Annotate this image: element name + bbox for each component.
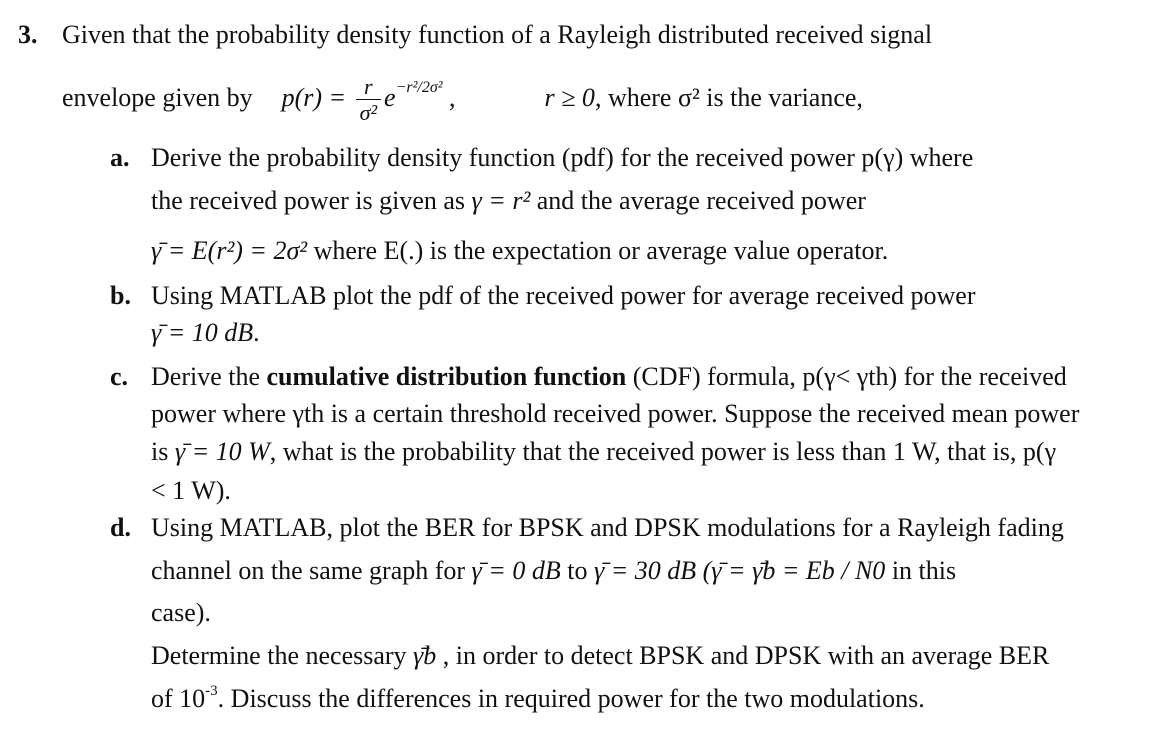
part-a-label: a.: [110, 143, 130, 172]
part-c-line2: power where γth is a certain threshold received power. Suppose the received mean power: [151, 399, 1080, 428]
part-c-line3: [151, 437, 1056, 467]
part-d-line2-prefix: channel on the same graph for: [151, 556, 466, 585]
part-a-line1: Derive the probability density function (pdf) for the received power p(γ) where: [151, 143, 974, 172]
part-d-line2: [151, 556, 956, 586]
pdf-exponential: e: [384, 83, 396, 112]
part-c-line1-prefix: Derive the: [151, 362, 261, 391]
part-c-cdf-term: cumulative distribution function: [266, 362, 627, 391]
part-d-line4-prefix: Determine the necessary: [151, 641, 407, 670]
pdf-numerator: r: [364, 73, 373, 99]
part-b-line1: Using MATLAB plot the pdf of the received power for average received power: [151, 281, 976, 310]
part-a-line2-prefix: the received power is given as: [151, 186, 466, 215]
part-a-line3-suffix: where E(.) is the expectation or average value operator.: [313, 236, 889, 265]
pdf-fraction: [356, 75, 381, 126]
part-a-line2-suffix: and the average received power: [536, 186, 866, 215]
part-d-to: to: [567, 556, 588, 585]
part-c-line3-suffix: , what is the probability that the received power is less than 1 W, that is, p(γ: [269, 437, 1057, 466]
part-d-line1: Using MATLAB, plot the BER for BPSK and DPSK modulations for a Rayleigh fading: [151, 513, 1064, 542]
part-d-line4-suffix: , in order to detect BPSK and DPSK with an average BER: [442, 641, 1050, 670]
part-a-line3: [151, 236, 888, 266]
part-d-range-start: γ̄ = 0 dB: [471, 556, 561, 585]
pdf-exponent: −r²/2σ²: [395, 79, 443, 96]
part-d-line5-prefix: of 10: [151, 684, 206, 713]
part-d-range-end: γ̄ = 30 dB (γ̄ = γ̄b = Eb / N0: [593, 556, 886, 585]
part-b-label: b.: [110, 281, 131, 310]
part-b-avg-power: γ̄ = 10 dB: [151, 318, 254, 347]
part-c-label: c.: [110, 362, 129, 391]
part-d-line4: [151, 641, 1049, 671]
part-d-line5-suffix: . Discuss the differences in required power for the two modulations.: [217, 684, 925, 713]
pdf-denominator: σ²: [356, 99, 381, 126]
part-a-avg-power: γ̄ = E(r²) = 2σ²: [151, 236, 308, 265]
pdf-condition: r ≥ 0: [544, 83, 595, 112]
part-d-line3: case).: [151, 598, 211, 627]
part-c-line1-suffix: (CDF) formula, p(γ< γth) for the received: [632, 362, 1067, 391]
question-intro-line2: [62, 66, 863, 130]
part-d-line5: [151, 684, 925, 714]
intro-suffix: , where σ² is the variance,: [594, 83, 863, 112]
question-number: 3.: [18, 20, 38, 49]
question-intro-line1: Given that the probability density function of a Rayleigh distributed received signal: [62, 20, 933, 49]
part-d-label: d.: [110, 513, 131, 542]
intro-prefix: envelope given by: [62, 83, 253, 112]
part-c-mean-power: γ̄ = 10 W: [174, 437, 270, 466]
part-c-line1: [151, 362, 1067, 392]
pdf-lhs: p(r) =: [281, 83, 347, 112]
part-d-ber-exponent: -3: [205, 683, 218, 699]
part-c-line4: < 1 W).: [151, 476, 231, 505]
pdf-comma: ,: [449, 83, 456, 112]
part-a-gamma-def: γ = r²: [471, 186, 531, 215]
part-c-line3-prefix: is: [151, 437, 169, 466]
part-b-line2: [151, 318, 260, 348]
part-d-gamma-b: γ̄b: [413, 641, 437, 670]
part-d-line2-suffix: in this: [891, 556, 957, 585]
part-b-line2-suffix: .: [253, 318, 260, 347]
part-a-line2: [151, 186, 866, 216]
